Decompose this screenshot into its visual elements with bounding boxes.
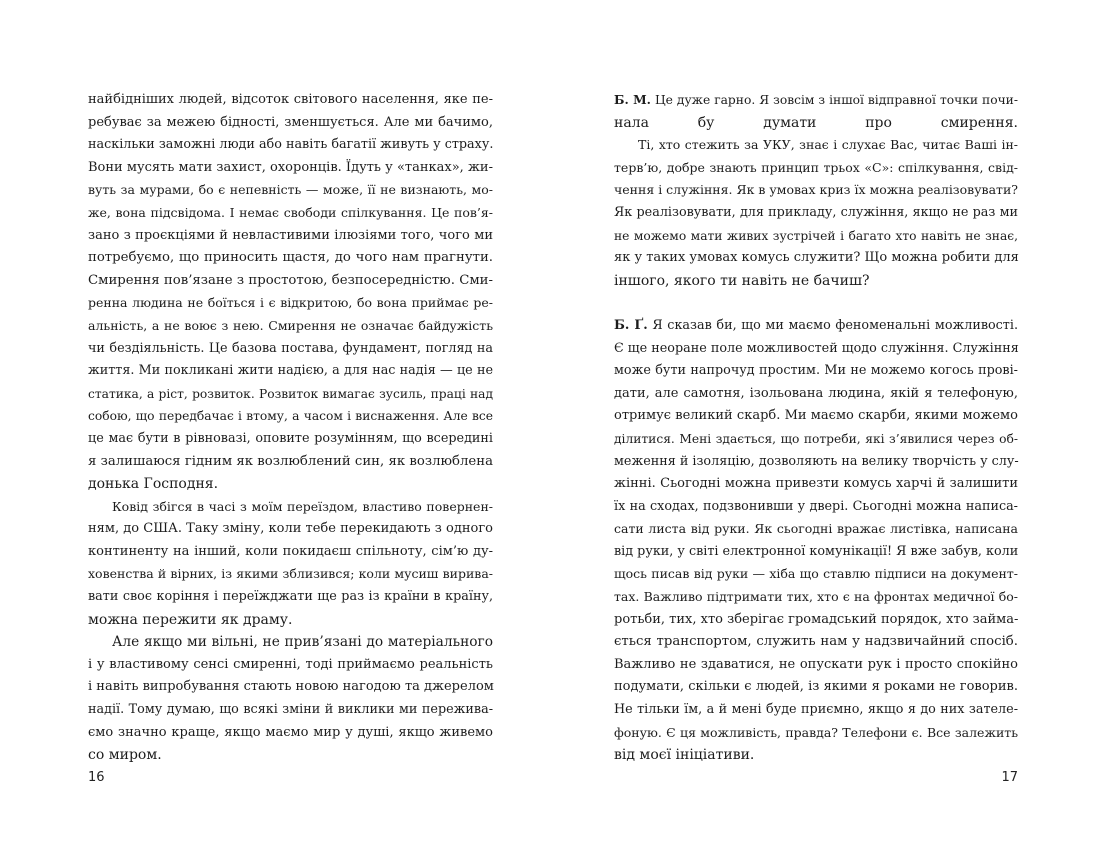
text-line-content: Це дуже гарно. Я зовсім з іншої відправної точки почи- <box>650 93 1018 107</box>
text-line: іншого, якого ти навіть не бачиш? <box>614 272 870 289</box>
text-line: щось писав від руки — хіба що ставлю підписи на документ- <box>614 566 1018 582</box>
text-line: Важливо не здаватися, не опускати рук і просто спокійно <box>614 656 1018 672</box>
right-page-text <box>614 89 1018 767</box>
left-page <box>88 0 493 854</box>
text-line: їх на сходах, подзвонивши у двері. Сьогодні можна написа- <box>614 498 1018 514</box>
text-line-content: Я сказав би, що ми маємо феноменальні можливості. <box>647 317 1018 333</box>
text-line: Вони мусять мати захист, охоронців. Їдуть у «танках», жи- <box>88 159 493 175</box>
text-line: Як реалізовувати, для прикладу, служіння, якщо не раз ми <box>614 204 1018 220</box>
text-line: від моєї ініціативи. <box>614 747 755 764</box>
text-line: жінні. Сьогодні можна привезти комусь харчі й залишити <box>614 476 1018 492</box>
paragraph <box>88 89 493 496</box>
text-line: ємо значно краще, якщо маємо мир у душі, якщо живемо <box>88 724 493 740</box>
text-line: наскільки заможні люди або навіть багатії живуть у страху. <box>88 137 494 153</box>
text-line: і навіть випробування стають новою нагодою та джерелом <box>88 679 494 695</box>
text-line: чи бездіяльність. Це базова постава, фундамент, погляд на <box>88 340 493 356</box>
text-line: зано з проєкціями й невластивими ілюзіями того, чого ми <box>88 227 493 243</box>
text-line: фоную. Є ця можливість, правда? Телефони є. Все залежить <box>614 724 1018 740</box>
text-line: ротьби, тих, хто зберігає громадський порядок, хто займа- <box>614 611 1019 627</box>
text-line: чення і служіння. Як в умовах криз їх можна реалізовувати? <box>614 182 1018 198</box>
text-line: ється транспортом, служить нам у надзвичайний спосіб. <box>614 634 1018 650</box>
page-number-right: 17 <box>1001 770 1018 785</box>
text-line: від руки, у світі електронної комунікації! Я вже забув, коли <box>614 543 1019 559</box>
text-line: Не тільки їм, а й мені буде приємно, якщо я до них зателе- <box>614 702 1018 718</box>
dialogue-paragraph-continued <box>614 134 1018 292</box>
text-line: ділитися. Мені здається, що потреби, які з’явилися через об- <box>614 431 1018 446</box>
dialogue-paragraph <box>614 89 1018 134</box>
text-line: отримує великий скарб. Ми маємо скарби, якими можемо <box>614 408 1018 424</box>
text-line: потребуємо, що приносить щастя, до чого нам прагнути. <box>88 250 493 266</box>
text-line: нала бу думати про смирення. <box>614 114 1018 131</box>
paragraph <box>88 631 493 767</box>
text-line: Ковід збігся в часі з моїм переїздом, властиво повернен- <box>112 498 493 514</box>
text-line: життя. Ми покликані жити надією, а для нас надія — це не <box>88 363 493 379</box>
text-line: ребуває за межею бідності, зменшується. Але ми бачимо, <box>88 114 493 130</box>
text-line: дати, але самотня, ізольована людина, якій я телефоную, <box>614 385 1018 401</box>
page-number-left: 16 <box>88 770 105 785</box>
text-line: собою, що передбачає і втому, а часом і виснаження. Але все <box>88 409 493 424</box>
text-line: терв’ю, добре знають принцип трьох «С»: спілкування, свід- <box>614 159 1018 175</box>
text-line: ренна людина не боїться і є відкритою, бо вона приймає ре- <box>88 295 493 311</box>
text-line: континенту на інший, коли покидаєш спільноту, сім’ю ду- <box>88 543 493 559</box>
text-line: я залишаюся гідним як возлюблений син, як возлюблена <box>88 453 493 469</box>
text-line: подумати, скільки є людей, із якими я роками не говорив. <box>614 679 1018 695</box>
text-line: альність, а не воює з нею. Смирення не означає байдужість <box>88 317 493 333</box>
text-line: найбідніших людей, відсоток світового населення, яке пе- <box>88 92 493 107</box>
text-line: надії. Тому думаю, що всякі зміни й виклики ми пережива- <box>88 702 493 718</box>
text-line: і у властивому сенсі смиренні, тоді приймаємо реальність <box>88 656 493 672</box>
right-page <box>614 0 1018 854</box>
text-line: це має бути в рівновазі, оповите розумінням, що всередині <box>88 430 493 446</box>
text-line: Але якщо ми вільні, не прив’язані до матеріального <box>112 634 493 651</box>
text-line: Є ще неоране поле можливостей щодо служіння. Служіння <box>614 340 1019 356</box>
left-page-text <box>88 89 493 767</box>
text-line: Смирення пов’язане з простотою, безпосередністю. Сми- <box>88 272 493 288</box>
paragraph <box>88 496 493 632</box>
text-line <box>614 89 1018 112</box>
text-line: ховенства й вірних, із якими зблизився; коли мусиш вирива- <box>88 566 493 582</box>
text-line <box>614 315 1018 338</box>
text-line: же, вона підсвідома. І немає свободи спілкування. Це пов’я- <box>88 204 493 220</box>
text-line: вуть за мурами, бо є непевність — може, її не визнають, мо- <box>88 182 493 198</box>
text-line: тах. Важливо підтримати тих, хто є на фронтах медичної бо- <box>614 589 1018 605</box>
speaker-label: Б. М. <box>614 92 651 107</box>
dialogue-paragraph <box>614 315 1018 767</box>
text-line: донька Господня. <box>88 476 219 493</box>
text-line: вати своє коріння і переїжджати ще раз із країни в країну, <box>88 589 493 605</box>
text-line: можна пережити як драму. <box>88 611 293 628</box>
text-line: як у таких умовах комусь служити? Що можна робити для <box>614 250 1019 266</box>
speaker-label: Б. Ґ. <box>614 317 648 333</box>
text-line: со миром. <box>88 747 162 764</box>
text-line: може бути напрочуд простим. Ми не можемо когось прові- <box>614 363 1018 379</box>
text-line: Ті, хто стежить за УКУ, знає і слухає Вас, читає Ваші ін- <box>638 137 1018 153</box>
text-line: не можемо мати живих зустрічей і багато хто навіть не знає, <box>614 228 1018 243</box>
text-line: ням, до США. Таку зміну, коли тебе перекидають з одного <box>88 521 493 537</box>
text-line: статика, а ріст, розвиток. Розвиток вимагає зусиль, праці над <box>88 386 493 401</box>
text-line: сати листа від руки. Як сьогодні вражає листівка, написана <box>614 521 1018 537</box>
text-line: меження й ізоляцію, дозволяють на велику творчість у слу- <box>614 453 1019 469</box>
